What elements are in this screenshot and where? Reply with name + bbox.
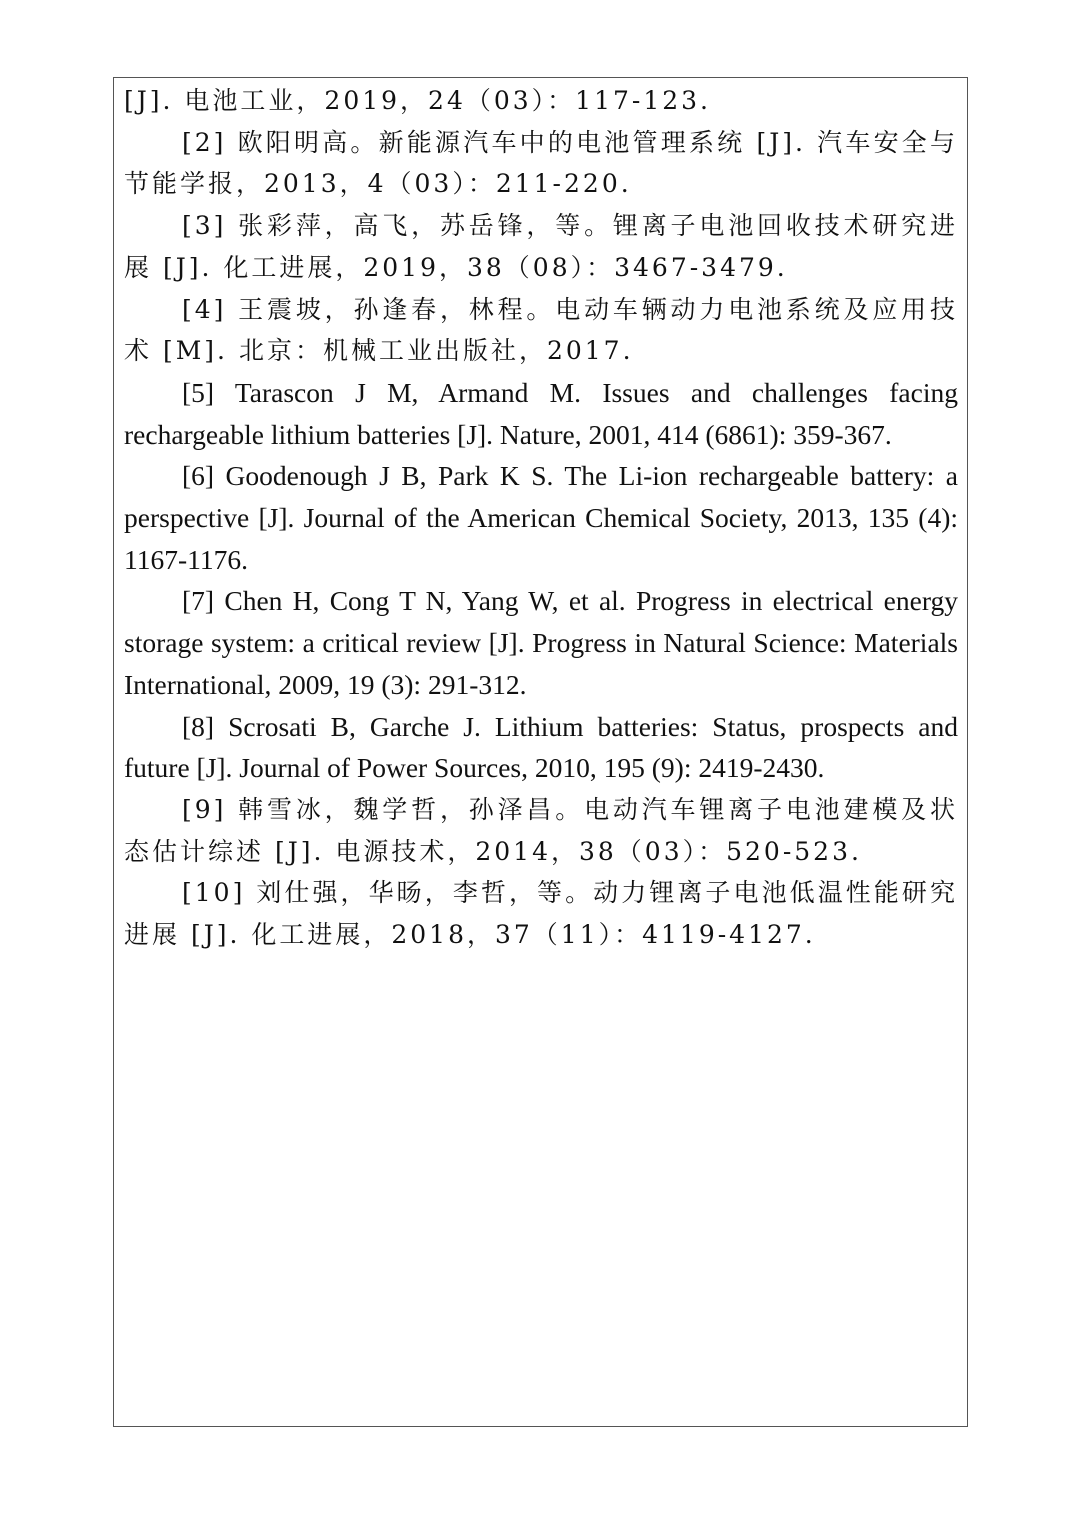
reference-item: [10] 刘仕强，华旸，李哲，等。动力锂离子电池低温性能研究进展 [J]. 化工进展，2018，37（11）：4119-4127. <box>124 878 958 950</box>
reference-list <box>124 80 958 956</box>
reference-item: [J]. 电池工业，2019，24（03）：117-123. <box>124 86 711 115</box>
reference-item: [6] Goodenough J B, Park K S. The Li-ion rechargeable battery: a perspective [J]. Journal of the American Chemical Society, 2013, 135 (4): 1167-1176. <box>124 460 958 575</box>
reference-item: [8] Scrosati B, Garche J. Lithium batteries: Status, prospects and future [J]. Journal of Power Sources, 2010, 195 (9): 2419-2430. <box>124 710 958 784</box>
reference-item: [2] 欧阳明高。新能源汽车中的电池管理系统 [J]. 汽车安全与节能学报，2013，4（03）：211-220. <box>124 127 958 199</box>
reference-item: [7] Chen H, Cong T N, Yang W, et al. Progress in electrical energy storage system: a critical review [J]. Progress in Natural Science: Materials International, 2009, 19 (3): 291-312. <box>124 585 958 700</box>
reference-item: [9] 韩雪冰，魏学哲，孙泽昌。电动汽车锂离子电池建模及状态估计综述 [J]. 电源技术，2014，38（03）：520-523. <box>124 794 958 866</box>
reference-item: [3] 张彩萍，高飞，苏岳锋，等。锂离子电池回收技术研究进展 [J]. 化工进展，2019，38（08）：3467-3479. <box>124 211 958 282</box>
reference-item: [5] Tarascon J M, Armand M. Issues and challenges facing rechargeable lithium batteries [J]. Nature, 2001, 414 (6861): 359-367. <box>124 376 958 450</box>
reference-item: [4] 王震坡，孙逢春，林程。电动车辆动力电池系统及应用技术 [M]. 北京：机械工业出版社，2017. <box>124 294 958 366</box>
